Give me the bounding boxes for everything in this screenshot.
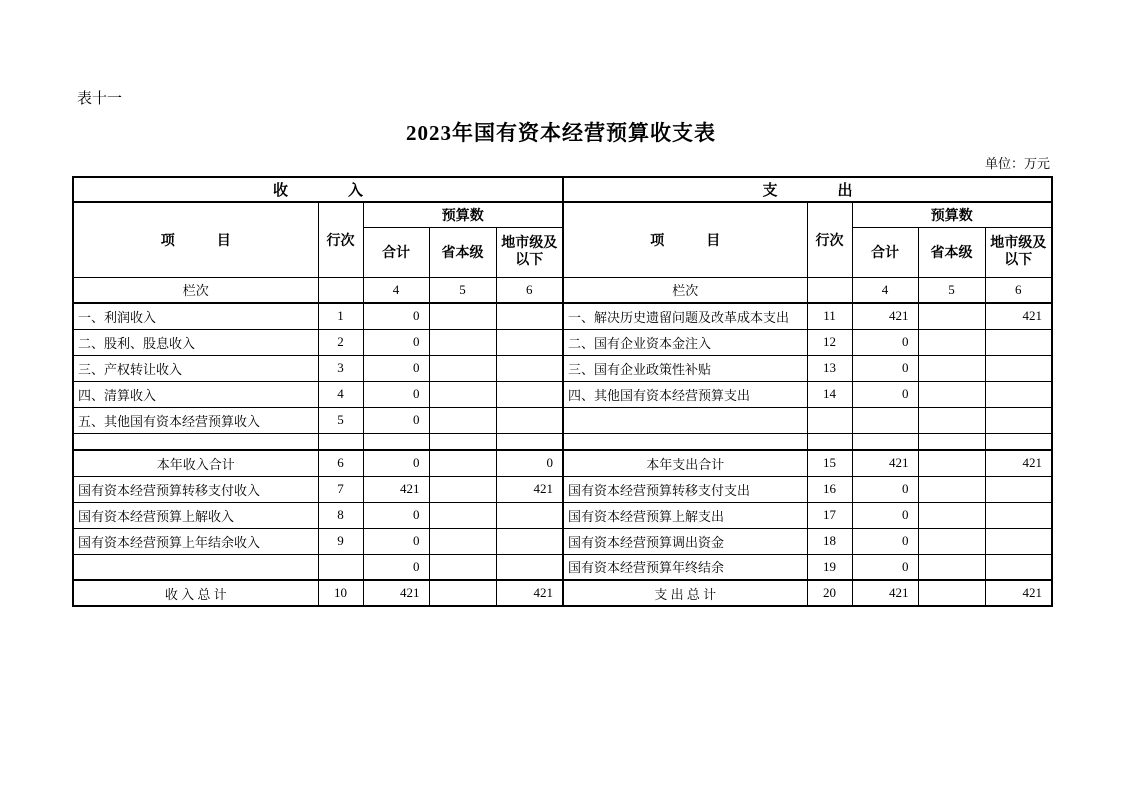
- table-row: [73, 554, 1052, 580]
- cell-r-no: 14: [807, 381, 852, 407]
- cell-r-prov: [918, 580, 985, 606]
- cell-l-total: 421: [363, 580, 429, 606]
- city-below-column-header-revenue: 地市级及以下: [496, 227, 563, 277]
- cell-l-total: 0: [363, 381, 429, 407]
- cell-r-city: 421: [985, 303, 1052, 329]
- cell-l-city: 0: [496, 450, 563, 476]
- cell-l-prov: [429, 476, 496, 502]
- cell-l-prov: [429, 303, 496, 329]
- cell-l-city: [496, 329, 563, 355]
- cell-r-total: 0: [852, 329, 918, 355]
- cell-l-item: [73, 554, 318, 580]
- cell-r-no: 15: [807, 450, 852, 476]
- cell-l-total: 0: [363, 407, 429, 433]
- cell-r-no: [807, 433, 852, 450]
- cell-r-no: [807, 407, 852, 433]
- column-index-row: [73, 277, 1052, 303]
- cell-l-prov: [429, 407, 496, 433]
- cell-l-no: [318, 433, 363, 450]
- cell-r-prov: [918, 502, 985, 528]
- cell-r-total: 0: [852, 476, 918, 502]
- cell-r-total: 421: [852, 303, 918, 329]
- cell-r-item: 国有资本经营预算转移支付支出: [563, 476, 807, 502]
- cell-r-item: 国有资本经营预算调出资金: [563, 528, 807, 554]
- item-column-header-expenditure: 项 目: [563, 202, 807, 277]
- cell-l-no: 10: [318, 580, 363, 606]
- cell-l-prov: [429, 528, 496, 554]
- cell-r-city: [985, 528, 1052, 554]
- cell-l-no: 2: [318, 329, 363, 355]
- cell-l-prov: [429, 554, 496, 580]
- cell-r-item: 本年支出合计: [563, 450, 807, 476]
- cell-l-city: [496, 554, 563, 580]
- table-row: [73, 303, 1052, 329]
- cell-r-city: [985, 554, 1052, 580]
- table-number-label: 表十一: [77, 91, 123, 107]
- cell-r-total: 0: [852, 381, 918, 407]
- total-column-header-expenditure: 合计: [852, 227, 918, 277]
- cell-l-no: 3: [318, 355, 363, 381]
- cell-r-city: [985, 381, 1052, 407]
- cell-l-total: 0: [363, 450, 429, 476]
- cell-l-item: [73, 433, 318, 450]
- cell-l-item: 国有资本经营预算转移支付收入: [73, 476, 318, 502]
- cell-l-item: 本年收入合计: [73, 450, 318, 476]
- cell-r-prov: [918, 407, 985, 433]
- cell-r-city: 421: [985, 450, 1052, 476]
- cell-r-city: 421: [985, 580, 1052, 606]
- cell-l-prov: [429, 433, 496, 450]
- cell-r-prov: [918, 476, 985, 502]
- revenue-section-header: 收 入: [73, 177, 563, 202]
- cell-l-no: 5: [318, 407, 363, 433]
- cell-r-no: 17: [807, 502, 852, 528]
- table-row: [73, 580, 1052, 606]
- lanci-label-expenditure: 栏次: [563, 277, 807, 303]
- cell-r-item: 国有资本经营预算年终结余: [563, 554, 807, 580]
- cell-l-no: 6: [318, 450, 363, 476]
- lanci-col5-expenditure: 5: [918, 277, 985, 303]
- cell-r-total: 0: [852, 502, 918, 528]
- cell-r-item: [563, 433, 807, 450]
- cell-l-item: 收 入 总 计: [73, 580, 318, 606]
- cell-r-item: 一、解决历史遗留问题及改革成本支出: [563, 303, 807, 329]
- cell-r-item: [563, 407, 807, 433]
- cell-l-no: [318, 554, 363, 580]
- cell-l-city: 421: [496, 476, 563, 502]
- cell-l-item: 五、其他国有资本经营预算收入: [73, 407, 318, 433]
- lanci-col4-expenditure: 4: [852, 277, 918, 303]
- provincial-column-header-revenue: 省本级: [429, 227, 496, 277]
- cell-l-city: [496, 381, 563, 407]
- cell-l-no: 1: [318, 303, 363, 329]
- lanci-rowno-empty-revenue: [318, 277, 363, 303]
- cell-r-prov: [918, 450, 985, 476]
- cell-l-city: [496, 355, 563, 381]
- cell-r-city: [985, 329, 1052, 355]
- cell-l-total: 0: [363, 329, 429, 355]
- section-header-row: [73, 177, 1052, 202]
- cell-l-city: [496, 502, 563, 528]
- city-below-column-header-expenditure: 地市级及以下: [985, 227, 1052, 277]
- cell-l-city: [496, 303, 563, 329]
- cell-l-no: 7: [318, 476, 363, 502]
- lanci-col6-expenditure: 6: [985, 277, 1052, 303]
- cell-l-item: 国有资本经营预算上解收入: [73, 502, 318, 528]
- cell-l-total: 0: [363, 528, 429, 554]
- expenditure-section-header: 支 出: [563, 177, 1052, 202]
- cell-l-total: 0: [363, 554, 429, 580]
- cell-r-no: 19: [807, 554, 852, 580]
- cell-r-city: [985, 433, 1052, 450]
- table-row: [73, 329, 1052, 355]
- budget-figures-header-expenditure: 预算数: [852, 202, 1052, 227]
- cell-r-item: 二、国有企业资本金注入: [563, 329, 807, 355]
- cell-l-no: 9: [318, 528, 363, 554]
- cell-r-item: 三、国有企业政策性补贴: [563, 355, 807, 381]
- cell-r-item: 四、其他国有资本经营预算支出: [563, 381, 807, 407]
- cell-l-no: 8: [318, 502, 363, 528]
- cell-l-item: 国有资本经营预算上年结余收入: [73, 528, 318, 554]
- cell-l-city: [496, 528, 563, 554]
- cell-l-prov: [429, 355, 496, 381]
- cell-r-prov: [918, 303, 985, 329]
- cell-l-total: [363, 433, 429, 450]
- cell-r-total: 0: [852, 528, 918, 554]
- cell-r-total: 421: [852, 580, 918, 606]
- cell-r-no: 16: [807, 476, 852, 502]
- cell-r-total: [852, 407, 918, 433]
- cell-r-city: [985, 502, 1052, 528]
- cell-r-item: 国有资本经营预算上解支出: [563, 502, 807, 528]
- cell-r-total: 0: [852, 554, 918, 580]
- cell-l-no: 4: [318, 381, 363, 407]
- budget-table: [72, 176, 1053, 607]
- cell-l-item: 三、产权转让收入: [73, 355, 318, 381]
- cell-r-city: [985, 355, 1052, 381]
- cell-r-no: 11: [807, 303, 852, 329]
- rowno-column-header-revenue: 行次: [318, 202, 363, 277]
- lanci-col6-revenue: 6: [496, 277, 563, 303]
- table-body: [73, 303, 1052, 606]
- column-header-row-1: [73, 202, 1052, 227]
- total-column-header-revenue: 合计: [363, 227, 429, 277]
- cell-l-total: 0: [363, 303, 429, 329]
- cell-l-total: 421: [363, 476, 429, 502]
- cell-r-item: 支 出 总 计: [563, 580, 807, 606]
- provincial-column-header-expenditure: 省本级: [918, 227, 985, 277]
- cell-r-no: 18: [807, 528, 852, 554]
- table-row: [73, 355, 1052, 381]
- cell-l-city: 421: [496, 580, 563, 606]
- cell-r-total: 421: [852, 450, 918, 476]
- cell-l-item: 四、清算收入: [73, 381, 318, 407]
- item-column-header-revenue: 项 目: [73, 202, 318, 277]
- budget-figures-header-revenue: 预算数: [363, 202, 563, 227]
- cell-l-prov: [429, 580, 496, 606]
- cell-l-total: 0: [363, 502, 429, 528]
- table-row: [73, 528, 1052, 554]
- cell-r-no: 12: [807, 329, 852, 355]
- cell-l-prov: [429, 381, 496, 407]
- cell-r-city: [985, 476, 1052, 502]
- cell-r-prov: [918, 381, 985, 407]
- cell-l-item: 二、股利、股息收入: [73, 329, 318, 355]
- cell-l-item: 一、利润收入: [73, 303, 318, 329]
- cell-r-prov: [918, 554, 985, 580]
- cell-l-prov: [429, 329, 496, 355]
- cell-r-total: 0: [852, 355, 918, 381]
- cell-r-no: 13: [807, 355, 852, 381]
- lanci-col5-revenue: 5: [429, 277, 496, 303]
- table-row: [73, 407, 1052, 433]
- rowno-column-header-expenditure: 行次: [807, 202, 852, 277]
- page-title: 2023年国有资本经营预算收支表: [406, 121, 716, 145]
- cell-l-prov: [429, 450, 496, 476]
- cell-r-no: 20: [807, 580, 852, 606]
- cell-l-city: [496, 407, 563, 433]
- table-row: [73, 502, 1052, 528]
- lanci-rowno-empty-expenditure: [807, 277, 852, 303]
- cell-r-prov: [918, 433, 985, 450]
- lanci-label-revenue: 栏次: [73, 277, 318, 303]
- cell-l-total: 0: [363, 355, 429, 381]
- cell-l-city: [496, 433, 563, 450]
- cell-r-prov: [918, 355, 985, 381]
- unit-note: 单位：万元: [984, 156, 1050, 171]
- table-row: [73, 476, 1052, 502]
- table-row: [73, 433, 1052, 450]
- cell-r-city: [985, 407, 1052, 433]
- cell-r-total: [852, 433, 918, 450]
- cell-l-prov: [429, 502, 496, 528]
- cell-r-prov: [918, 329, 985, 355]
- cell-r-prov: [918, 528, 985, 554]
- lanci-col4-revenue: 4: [363, 277, 429, 303]
- table-row: [73, 381, 1052, 407]
- table-row: [73, 450, 1052, 476]
